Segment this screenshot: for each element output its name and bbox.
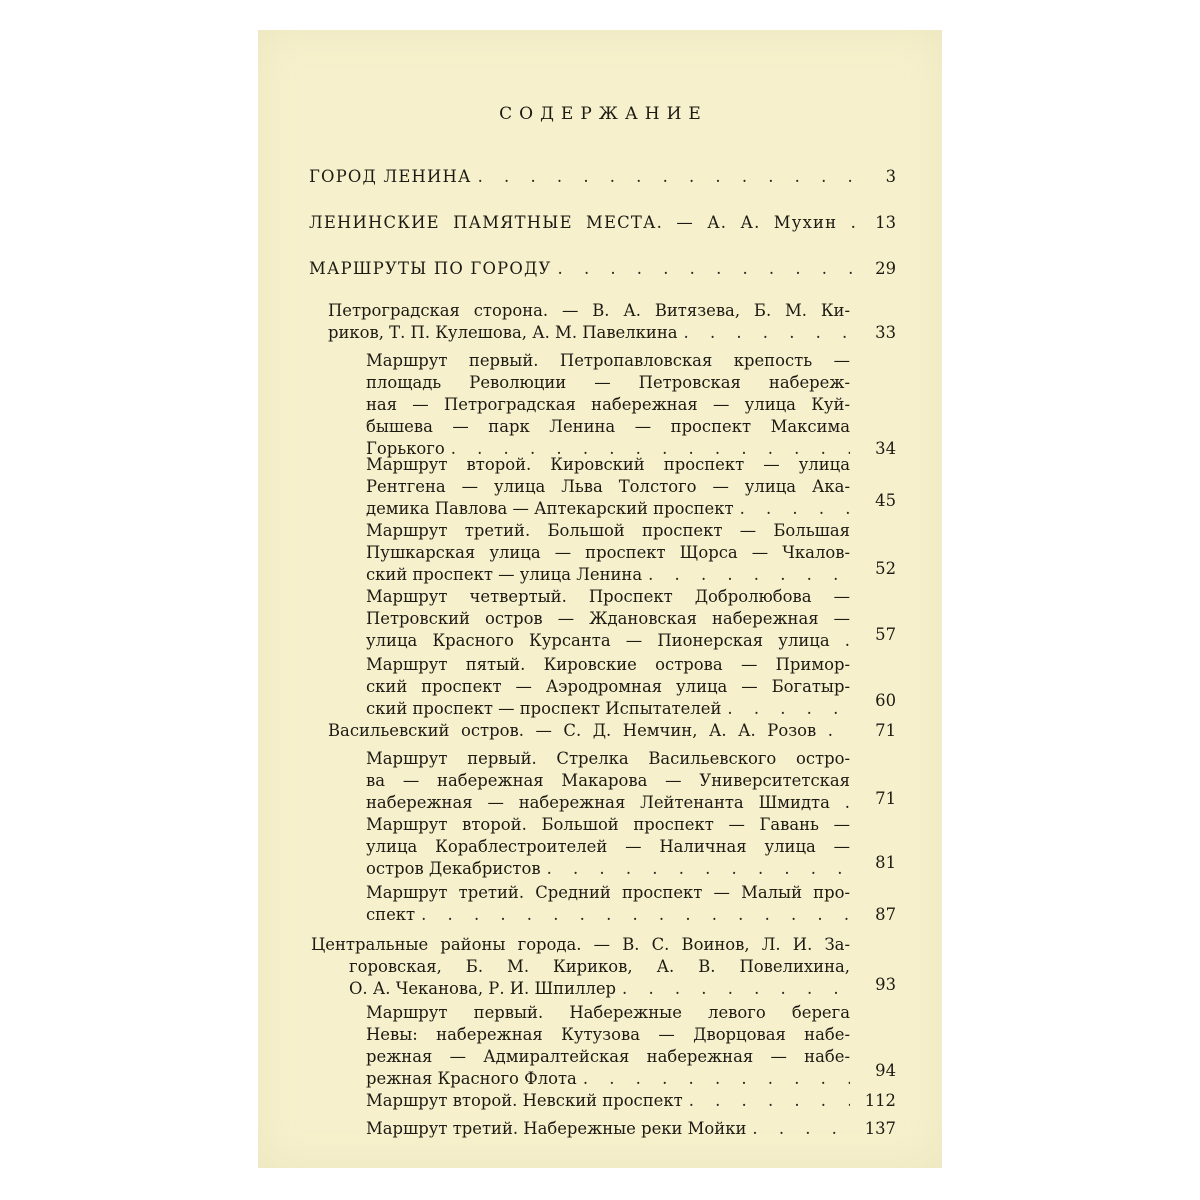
toc-entry-route xyxy=(366,654,850,720)
toc-entry-line: горовская, Б. М. Кириков, А. В. Повелихина, xyxy=(349,957,850,976)
toc-entry-line: риков, Т. П. Кулешова, А. М. Павелкина xyxy=(328,323,678,342)
toc-entry-line: Маршрут первый. Петропавловская крепость — xyxy=(366,351,850,370)
toc-entry-route xyxy=(366,586,850,652)
page-number: 3 xyxy=(885,167,896,186)
toc-entry-line: Петроградская сторона. — В. А. Витязева, Б. М. Ки- xyxy=(328,301,850,320)
toc-entry-gorod-lenina xyxy=(309,166,857,188)
toc-entry-line: Маршрут второй. Кировский проспект — улица xyxy=(366,455,850,474)
page-number: 33 xyxy=(875,323,896,342)
page-number: 71 xyxy=(875,721,896,740)
toc-entry-line: улица Красного Курсанта — Пионерская улица . xyxy=(366,631,850,650)
toc-entry-leninskie-mesta xyxy=(309,212,857,234)
toc-entry-text: МАРШРУТЫ ПО ГОРОДУ xyxy=(309,259,552,278)
page-number: 34 xyxy=(875,439,896,458)
page-number: 13 xyxy=(875,213,896,232)
toc-entry-route xyxy=(366,814,850,880)
page-number: 137 xyxy=(864,1119,896,1138)
toc-entry-centralnye xyxy=(311,934,850,1000)
toc-entry-route xyxy=(366,748,850,814)
toc-entry-line: ная — Петроградская набережная — улица Куй- xyxy=(366,395,850,414)
toc-entry-line: Рентгена — улица Льва Толстого — улица Ака- xyxy=(366,477,850,496)
toc-entry-line: Маршрут второй. Невский проспект xyxy=(366,1091,683,1110)
toc-entry-line: Пушкарская улица — проспект Щорса — Чкалов- xyxy=(366,543,850,562)
page-number: 81 xyxy=(875,853,896,872)
toc-entry-line: остров Декабристов xyxy=(366,859,541,878)
toc-entry-route xyxy=(366,1118,850,1140)
toc-entry-line: Маршрут третий. Средний проспект — Малый про- xyxy=(366,883,850,902)
toc-entry-route xyxy=(366,454,850,520)
page-number: 94 xyxy=(875,1061,896,1080)
page-number: 57 xyxy=(875,625,896,644)
page-number: 71 xyxy=(875,789,896,808)
page-number: 29 xyxy=(875,259,896,278)
toc-entry-line: режная Красного Флота xyxy=(366,1069,577,1088)
toc-entry-text: ГОРОД ЛЕНИНА xyxy=(309,167,472,186)
toc-entry-line: Горького xyxy=(366,439,445,458)
toc-entry-line: спект xyxy=(366,905,416,924)
toc-entry-vasilievsky xyxy=(328,720,833,742)
page-number: 112 xyxy=(864,1091,896,1110)
page-number: 93 xyxy=(875,975,896,994)
toc-entry-line: Центральные районы города. — В. С. Воинов, Л. И. За- xyxy=(311,935,850,954)
toc-entry-line: площадь Революции — Петровская набереж- xyxy=(366,373,850,392)
toc-entry-route xyxy=(366,350,850,460)
toc-entry-line: ва — набережная Макарова — Университетская xyxy=(366,771,850,790)
toc-entry-line: ский проспект — Аэродромная улица — Богатыр- xyxy=(366,677,850,696)
toc-entry-line: Невы: набережная Кутузова — Дворцовая набе- xyxy=(366,1025,850,1044)
toc-entry-line: Маршрут пятый. Кировские острова — Примор- xyxy=(366,655,850,674)
toc-entry-line: Маршрут второй. Большой проспект — Гавань — xyxy=(366,815,850,834)
toc-entry-line: бышева — парк Ленина — проспект Максима xyxy=(366,417,850,436)
toc-entry-line: режная — Адмиралтейская набережная — набе- xyxy=(366,1047,850,1066)
toc-entry-line: Маршрут первый. Набережные левого берега xyxy=(366,1003,850,1022)
page-number: 52 xyxy=(875,559,896,578)
toc-entry-petrogradskaya xyxy=(328,300,850,344)
toc-entry-line: Маршрут третий. Большой проспект — Большая xyxy=(366,521,850,540)
toc-entry-route xyxy=(366,1002,850,1090)
toc-entry-line: улица Кораблестроителей — Наличная улица — xyxy=(366,837,850,856)
toc-entry-marshruty xyxy=(309,258,857,280)
toc-entry-line: Васильевский остров. — С. Д. Немчин, А. А. Розов . xyxy=(328,721,833,740)
book-page xyxy=(258,30,942,1168)
page-number: 60 xyxy=(875,691,896,710)
page-title: СОДЕРЖАНИЕ xyxy=(499,104,708,124)
toc-entry-line: Маршрут четвертый. Проспект Добролюбова — xyxy=(366,587,850,606)
toc-entry-line: демика Павлова — Аптекарский проспект xyxy=(366,499,734,518)
toc-entry-line: О. А. Чеканова, Р. И. Шпиллер xyxy=(349,979,617,998)
toc-entry-text: ЛЕНИНСКИЕ ПАМЯТНЫЕ МЕСТА. — А. А. Мухин . xyxy=(309,213,857,232)
toc-entry-route xyxy=(366,1090,850,1112)
toc-entry-route xyxy=(366,520,850,586)
toc-entry-line: ский проспект — проспект Испытателей xyxy=(366,699,722,718)
toc-entry-route xyxy=(366,882,850,926)
toc-entry-line: Маршрут третий. Набережные реки Мойки xyxy=(366,1119,747,1138)
toc-entry-line: ский проспект — улица Ленина xyxy=(366,565,643,584)
toc-entry-line: набережная — набережная Лейтенанта Шмидта . xyxy=(366,793,850,812)
page-number: 45 xyxy=(875,491,896,510)
toc-entry-line: Маршрут первый. Стрелка Васильевского остро- xyxy=(366,749,850,768)
toc-entry-line: Петровский остров — Ждановская набережная — xyxy=(366,609,850,628)
page-number: 87 xyxy=(875,905,896,924)
